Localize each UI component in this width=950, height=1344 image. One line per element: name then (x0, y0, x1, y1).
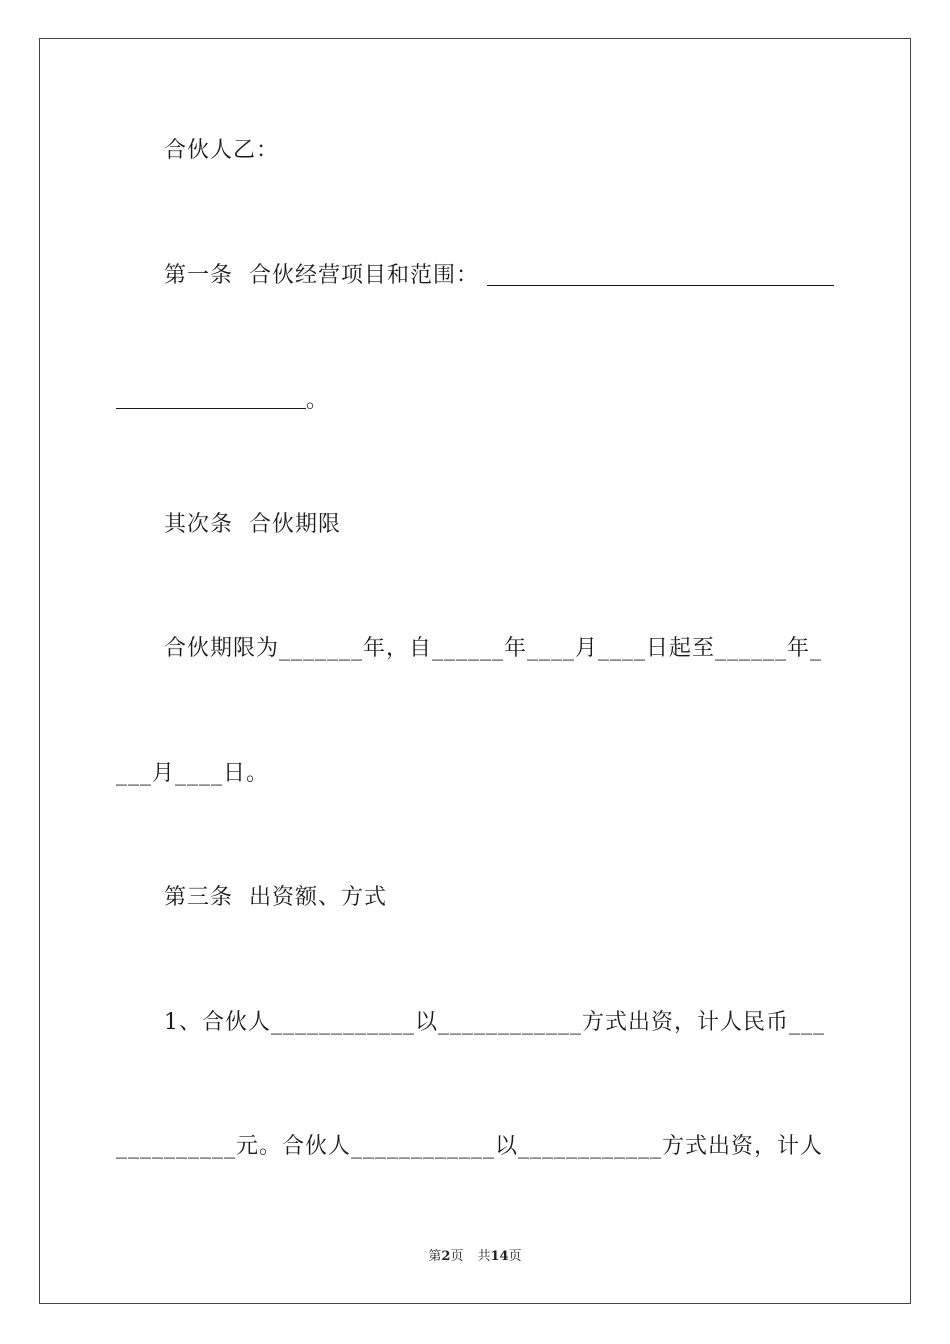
footer-page-prefix: 第 (428, 1249, 442, 1264)
term-line-1: 合伙期限为_______年，自______年____月____日起至______年_ (164, 636, 823, 661)
page-border (39, 38, 911, 1304)
business-scope-blank-continued (116, 408, 306, 409)
footer-page-suffix: 页 (450, 1249, 464, 1264)
term-line-2: ___月____日。 (116, 761, 270, 786)
article-3-heading: 第三条 出资额、方式 (164, 885, 387, 910)
contribution-line-2: __________元。合伙人____________以____________方式出资，计人 (116, 1134, 824, 1159)
page-footer (0, 1248, 950, 1266)
contribution-line-1: 1、合伙人____________以____________方式出资，计人民币___ (164, 1010, 825, 1035)
footer-total-prefix: 共 (477, 1249, 491, 1264)
partner-b-line: 合伙人乙： (164, 138, 280, 163)
article-2-heading: 其次条 合伙期限 (164, 512, 341, 537)
footer-page-total: 14 (490, 1249, 509, 1264)
footer-total-suffix: 页 (508, 1249, 522, 1264)
footer-page-current: 2 (441, 1249, 451, 1264)
article-1-heading: 第一条 合伙经营项目和范围： (164, 263, 479, 288)
business-scope-blank (487, 285, 834, 286)
business-scope-end: 。 (306, 388, 330, 413)
